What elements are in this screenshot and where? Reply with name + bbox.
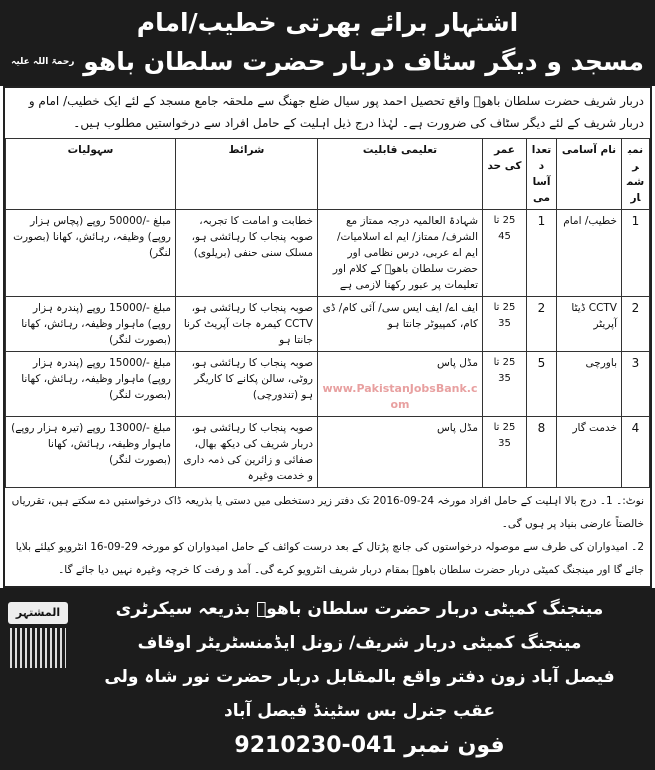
table-row bbox=[6, 210, 650, 297]
honorific: رحمۃ اللہ علیہ bbox=[11, 57, 75, 67]
cell-count: 8 bbox=[527, 417, 557, 488]
cell-no: 3 bbox=[622, 352, 650, 417]
ad-subtitle: مسجد و دیگر سٹاف دربار حضرت سلطان باھو $^{رحمۃ اللہ علیہ}$ bbox=[11, 47, 644, 76]
advertiser-footer bbox=[0, 588, 655, 770]
cell-conditions: صوبہ پنجاب کا رہائشی ہو، دربار شریف کی دیکھ بھال، صفائی و زائرین کی ذمہ داری و خدمت وغیرہ bbox=[176, 417, 318, 488]
table-header bbox=[6, 139, 650, 210]
note-1: نوٹ:۔ 1۔ درج بالا اہلیت کے حامل افراد مورخہ 24-09-2016 تک دفتر زیر دستخطی میں دستی یا بذریعہ ڈاک درخواستیں دے سکتے ہیں، تقرریاں خالصتاً عارضی بنیاد پر ہوں گی۔ bbox=[11, 495, 644, 530]
cell-age: 25 تا 35 bbox=[483, 352, 527, 417]
advertiser-line-2: فیصل آباد زون دفتر واقع بالمقابل دربار حضرت نور شاہ ولی عقب جنرل بس سٹینڈ فیصل آباد bbox=[104, 667, 615, 721]
cell-education: ایف اے/ ایف ایس سی/ آئی کام/ ڈی کام، کمپیوٹر جانتا ہو bbox=[318, 297, 483, 352]
table-row bbox=[6, 297, 650, 352]
cell-benefits: مبلغ -/50000 روپے (پچاس ہزار روپے) وظیفہ، رہائش، کھانا (بصورت لنگر) bbox=[6, 210, 176, 297]
th-conditions: شرائط bbox=[176, 139, 318, 210]
cell-post: باورچی bbox=[557, 352, 622, 417]
watermark: www.PakistanJobsBank.com bbox=[322, 382, 478, 411]
cell-benefits: مبلغ -/15000 روپے (پندرہ ہزار روپے) ماہوار وظیفہ، رہائش، کھانا (بصورت لنگر) bbox=[6, 352, 176, 417]
cell-age: 25 تا 45 bbox=[483, 210, 527, 297]
cell-post: خطیب/ امام bbox=[557, 210, 622, 297]
cell-education: شہادۃ العالمیہ درجہ ممتاز مع الشرف/ ممتاز/ ایم اے اسلامیات/ ایم اے عربی، درس نظامی اور حضرت سلطان باھوؒ کے کلام اور تعلیمات پر عبور رکھنا لازمی ہے bbox=[318, 210, 483, 297]
cell-conditions: صوبہ پنجاب کا رہائشی ہو، CCTV کیمرہ جات آپریٹ کرنا جانتا ہو bbox=[176, 297, 318, 352]
th-age: عمر کی حد bbox=[483, 139, 527, 210]
ad-body bbox=[3, 86, 652, 588]
ad-header bbox=[0, 0, 655, 86]
cell-conditions: خطابت و امامت کا تجربہ، صوبہ پنجاب کا رہائشی ہو، مسلک سنی حنفی (بریلوی) bbox=[176, 210, 318, 297]
th-post: نام آسامی bbox=[557, 139, 622, 210]
cell-count: 1 bbox=[527, 210, 557, 297]
th-no: نمبر شمار bbox=[622, 139, 650, 210]
cell-education bbox=[318, 352, 483, 417]
stamp-bars-decoration bbox=[10, 628, 66, 668]
advertiser-stamp: المشتہر bbox=[8, 602, 68, 624]
cell-no: 2 bbox=[622, 297, 650, 352]
education-text: مڈل پاس bbox=[436, 357, 478, 369]
phone-number: فون نمبر 041-9210230 bbox=[234, 733, 505, 758]
cell-count: 2 bbox=[527, 297, 557, 352]
cell-benefits: مبلغ -/13000 روپے (تیرہ ہزار روپے) ماہوار وظیفہ، رہائش، کھانا (بصورت لنگر) bbox=[6, 417, 176, 488]
cell-age: 25 تا 35 bbox=[483, 297, 527, 352]
cell-no: 4 bbox=[622, 417, 650, 488]
th-education: تعلیمی قابلیت bbox=[318, 139, 483, 210]
th-benefits: سہولیات bbox=[6, 139, 176, 210]
table-row bbox=[6, 417, 650, 488]
cell-post: خدمت گار bbox=[557, 417, 622, 488]
cell-conditions: صوبہ پنجاب کا رہائشی ہو، روٹی، سالن پکانے کا کاریگر ہو (تندورچی) bbox=[176, 352, 318, 417]
table-row bbox=[6, 352, 650, 417]
advertiser-line-1: مینجنگ کمیٹی دربار حضرت سلطان باھوؒ بذریعہ سیکرٹری مینجنگ کمیٹی دربار شریف/ زونل ایڈمنسٹریٹر اوقاف bbox=[115, 599, 604, 653]
intro-text: دربار شریف حضرت سلطان باھوؒ واقع تحصیل احمد پور سیال ضلع جھنگ سے ملحقہ جامع مسجد کے لئے ایک خطیب/ امام و دربار شریف کے لئے دیگر سٹاف کی ضرورت ہے۔ لہٰذا درج ذیل اہلیت کے حامل افراد سے درخواستیں مطلوب ہیں۔ bbox=[28, 94, 644, 130]
notes bbox=[5, 488, 650, 586]
th-count: تعداد آسامی bbox=[527, 139, 557, 210]
cell-benefits: مبلغ -/15000 روپے (پندرہ ہزار روپے) ماہوار وظیفہ، رہائش، کھانا (بصورت لنگر) bbox=[6, 297, 176, 352]
note-2: 2۔ امیدواران کی طرف سے موصولہ درخواستوں کی جانچ پڑتال کے بعد درست کوائف کے حامل امیدواران کو مورخہ 29-09-16 انٹرویو کیلئے بلایا جائے گا اور مینجنگ کمیٹی دربار حضرت سلطان باھوؒ بمقام دربار شریف انٹرویو کرے گی۔ آمد و رفت کا خرچہ وغیرہ نہیں دیا جائے گا۔ bbox=[15, 541, 644, 576]
jobs-table bbox=[5, 138, 650, 488]
cell-education: مڈل پاس bbox=[318, 417, 483, 488]
cell-age: 25 تا 35 bbox=[483, 417, 527, 488]
cell-no: 1 bbox=[622, 210, 650, 297]
cell-post: CCTV ڈیٹا آپریٹر bbox=[557, 297, 622, 352]
ad-title: اشتہار برائے بھرتی خطیب/امام bbox=[136, 8, 519, 37]
cell-count: 5 bbox=[527, 352, 557, 417]
